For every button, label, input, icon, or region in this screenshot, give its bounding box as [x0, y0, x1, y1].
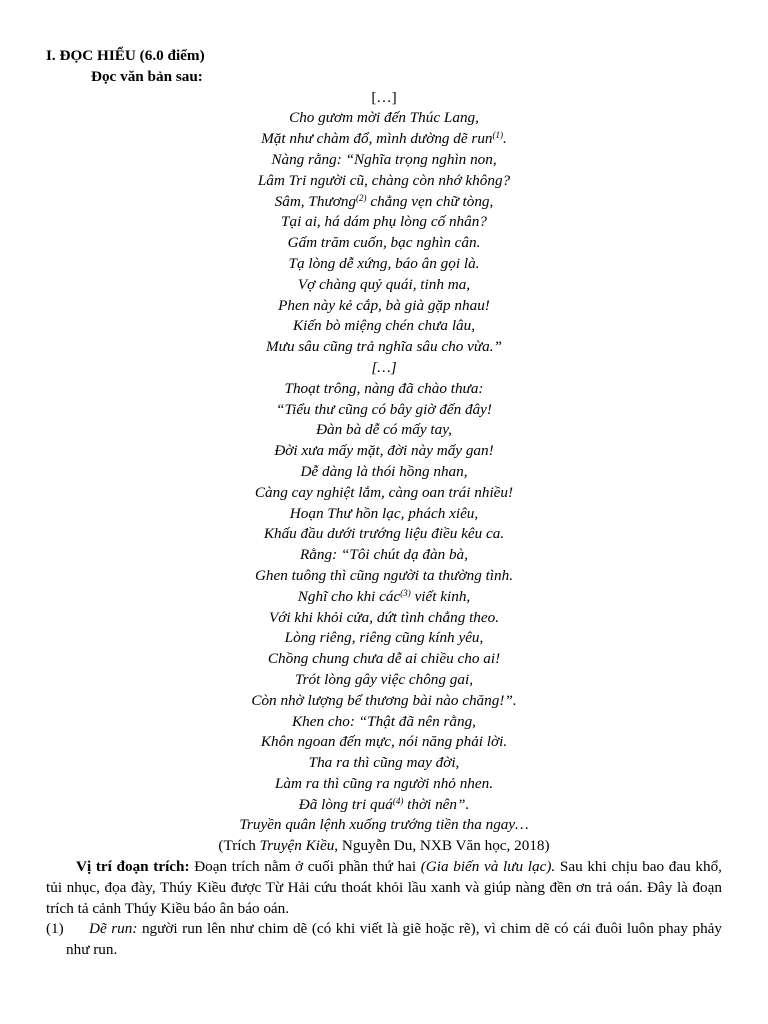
poem-line — [46, 587, 722, 608]
footnote-definition: người run lên như chim dẽ (có khi viết là giẽ hoặc rẽ), vì chim dẽ có cái đuôi luôn phay phảy như run. — [66, 920, 722, 959]
poem-line-text: Dễ dàng là thói hồng nhan, — [300, 462, 468, 480]
poem-line — [46, 795, 722, 816]
source-citation — [46, 836, 722, 857]
poem-line-text: Đàn bà dễ có mấy tay, — [316, 421, 452, 439]
poem-line-text: Nghĩ cho khi các — [297, 587, 401, 605]
footnote-number: (1) — [46, 920, 64, 938]
poem-line-text: Ghen tuông thì cũng người ta thường tình. — [254, 566, 514, 584]
poem-line — [46, 545, 722, 566]
poem-line — [46, 608, 722, 629]
poem-line-text: Khen cho: “Thật đã nên rằng, — [292, 712, 476, 730]
poem-line — [46, 212, 722, 233]
poem-line-text-after: chẳng vẹn chữ tòng, — [366, 192, 494, 210]
excerpt-context-paragraph — [46, 857, 722, 919]
poem-line-text: Mặt như chàm đổ, mình dường dẽ run — [261, 130, 493, 148]
poem-line-text: Hoạn Thư hồn lạc, phách xiêu, — [289, 504, 479, 522]
poem-line-text: Khấu đầu dưới trướng liệu điều kêu ca. — [263, 525, 505, 543]
poem-line-text: “Tiểu thư cũng có bây giờ đến đây! — [276, 400, 492, 418]
poem-line — [46, 400, 722, 421]
poem-line-text: Lòng riêng, riêng cũng kính yêu, — [284, 629, 484, 647]
poem-line-text: Tạ lòng dễ xứng, báo ân gọi là. — [288, 254, 480, 272]
poem-line-text: Mưu sâu cũng trả nghĩa sâu cho vừa.” — [266, 338, 502, 356]
citation-title: Truyện Kiều — [259, 837, 335, 855]
poem-line — [46, 441, 722, 462]
poem-line — [46, 504, 722, 525]
poem-line-text: Sâm, Thương — [274, 192, 357, 210]
footnote-marker: (4) — [392, 795, 404, 806]
poem-line-text: Nàng rằng: “Nghĩa trọng nghìn non, — [271, 150, 497, 168]
footnote-marker: (3) — [400, 587, 411, 598]
footnote-marker: (2) — [356, 192, 367, 203]
poem-lines — [46, 108, 722, 836]
poem-line-text: Truyền quân lệnh xuống trướng tiền tha ngay… — [239, 816, 529, 834]
poem-line-text: Tại ai, há dám phụ lòng cố nhân? — [281, 213, 487, 231]
poem-line — [46, 774, 722, 795]
poem-line-text: Phen này kẻ cắp, bà già gặp nhau! — [278, 296, 490, 314]
poem-line — [46, 108, 722, 129]
poem-line — [46, 462, 722, 483]
poem-line-text: […] — [371, 358, 397, 376]
poem-line — [46, 420, 722, 441]
poem-line — [46, 732, 722, 753]
poem-line — [46, 524, 722, 545]
context-label: Vị trí đoạn trích: — [76, 858, 190, 876]
poem-line-text-after: thời nên”. — [403, 795, 470, 813]
poem-line-text: Cho gươm mời đến Thúc Lang, — [289, 109, 479, 127]
poem-line — [46, 712, 722, 733]
poem-line — [46, 316, 722, 337]
poem-line — [46, 815, 722, 836]
citation-suffix: , Nguyễn Du, NXB Văn học, 2018) — [334, 837, 550, 855]
poem-line-text: Với khi khỏi cửa, dứt tình chẳng theo. — [268, 608, 500, 626]
poem-line-text: Lâm Tri người cũ, chàng còn nhớ không? — [257, 171, 511, 189]
poem-line — [46, 337, 722, 358]
poem-line — [46, 670, 722, 691]
poem-line — [46, 649, 722, 670]
context-italic: (Gia biến và lưu lạc). — [420, 858, 556, 876]
context-text-before: Đoạn trích nằm ở cuối phần thứ hai — [189, 858, 421, 876]
poem-line — [46, 254, 722, 275]
poem-line-text: Đời xưa mấy mặt, đời này mấy gan! — [274, 442, 494, 460]
poem-line — [46, 171, 722, 192]
context-text-after: Sau khi chịu bao đau khổ, tủi nhục, đọa đày, Thúy Kiều được Từ Hải cứu thoát khỏi lầu xanh và giúp nàng đền ơn trả oán. Đây là đoạn trích tả cảnh Thúy Kiều báo ân báo oán. — [46, 858, 722, 917]
poem-line-text: Trót lòng gây việc chông gai, — [294, 670, 473, 688]
poem-line-text: Gấm trăm cuốn, bạc nghìn cân. — [287, 234, 481, 252]
poem-line — [46, 753, 722, 774]
poem-line-text: Kiến bò miệng chén chưa lâu, — [292, 317, 476, 335]
poem-line-text: Chồng chung chưa dễ ai chiều cho ai! — [267, 650, 501, 668]
section-subheading: Đọc văn bản sau: — [91, 67, 203, 85]
poem-line — [46, 129, 722, 150]
poem-line — [46, 628, 722, 649]
footnote-term: Dẽ run: — [89, 920, 138, 938]
poem-line-text: Rằng: “Tôi chút dạ đàn bà, — [300, 546, 468, 564]
poem-line — [46, 358, 722, 379]
footnote-1 — [46, 919, 722, 961]
footnote-marker: (1) — [492, 130, 504, 141]
poem-line — [46, 691, 722, 712]
poem-line — [46, 296, 722, 317]
poem-line-text: Làm ra thì cũng ra người nhỏ nhen. — [274, 774, 494, 792]
citation-prefix: (Trích — [218, 837, 260, 855]
poem-excerpt — [46, 88, 722, 837]
poem-line-text: Vợ chàng quỷ quái, tinh ma, — [297, 275, 471, 293]
poem-line — [46, 233, 722, 254]
poem-line-text-after: . — [503, 130, 507, 148]
poem-open-ellipsis: […] — [371, 88, 397, 106]
poem-line-text: Càng cay nghiệt lắm, càng oan trái nhiều! — [254, 483, 514, 501]
poem-line-text: Khôn ngoan đến mực, nói năng phải lời. — [260, 733, 508, 751]
poem-line — [46, 379, 722, 400]
poem-line-text-after: viết kinh, — [410, 587, 471, 605]
poem-line — [46, 483, 722, 504]
poem-line — [46, 192, 722, 213]
poem-line-text: Thoạt trông, nàng đã chào thưa: — [284, 379, 484, 397]
poem-line — [46, 150, 722, 171]
poem-line — [46, 566, 722, 587]
poem-line-text: Còn nhờ lượng bể thương bài nào chăng!”. — [251, 691, 517, 709]
poem-line-text: Tha ra thì cũng may đời, — [308, 754, 460, 772]
section-heading: I. ĐỌC HIỂU (6.0 điểm) — [46, 47, 205, 64]
poem-line-text: Đã lòng tri quá — [298, 795, 393, 813]
poem-line — [46, 275, 722, 296]
